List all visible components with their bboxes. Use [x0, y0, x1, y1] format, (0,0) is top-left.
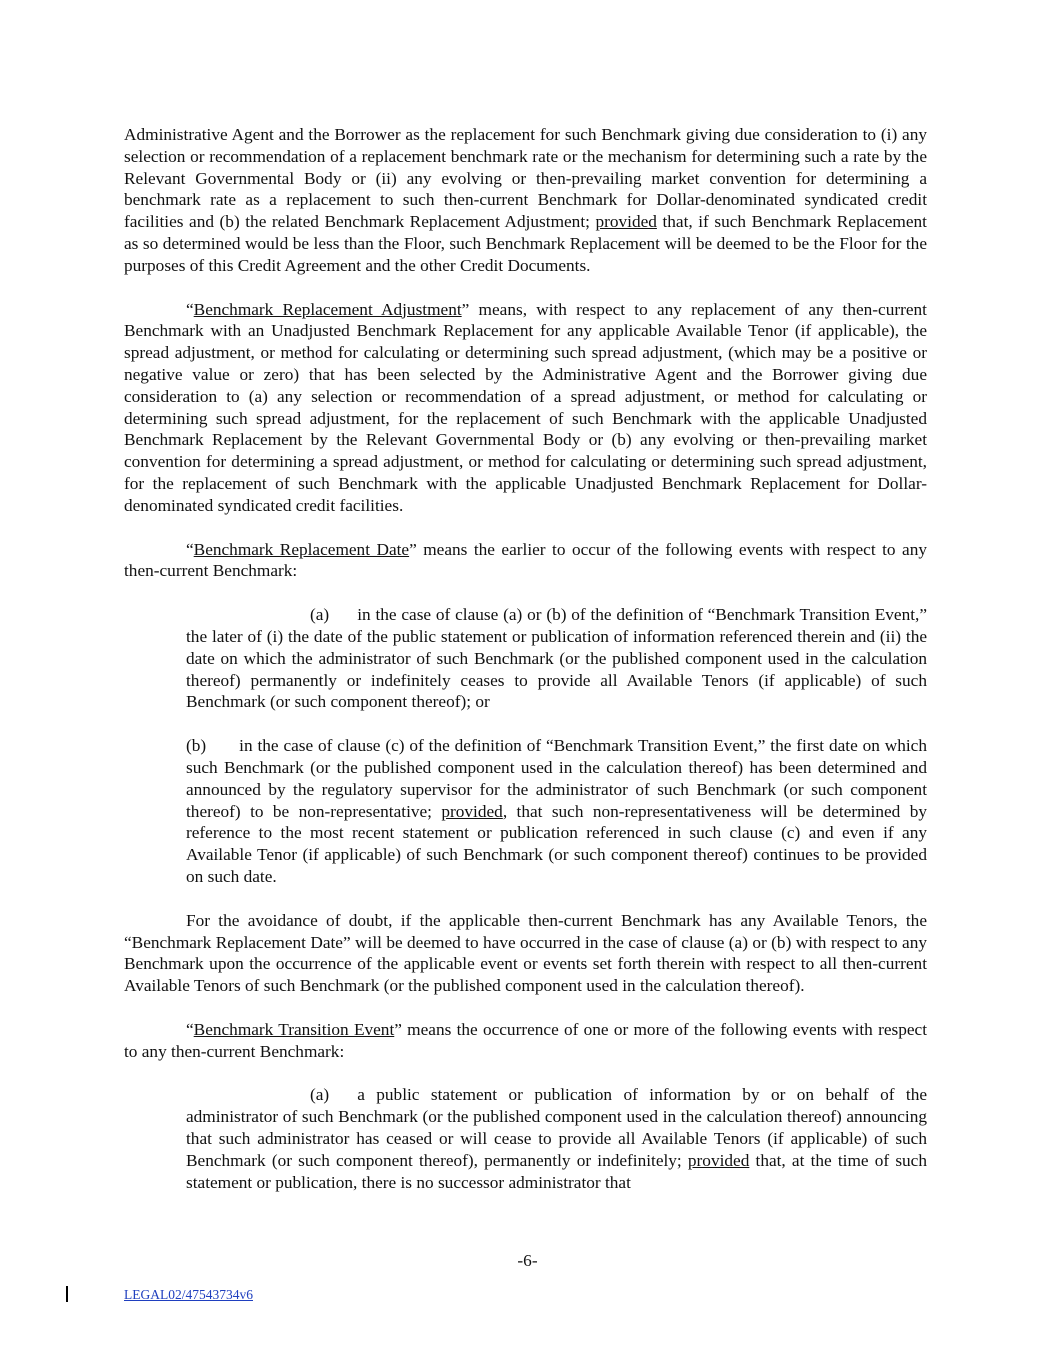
defined-term: Benchmark Transition Event: [193, 1019, 395, 1039]
provided-term: provided: [595, 212, 657, 232]
definition-benchmark-replacement-date: “Benchmark Replacement Date” means the earlier to occur of the following events with respect to any then-current Benchmark:: [124, 539, 927, 581]
page-number: -6-: [517, 1251, 538, 1270]
clause-b-replacement-date: (b) in the case of clause (c) of the definition of “Benchmark Transition Event,” the first date on which such Benchmark (or the published component used in the calculation thereof) has been determined and announced by the regulatory supervisor for the administrator of such Benchmark (or such component thereof) to be non-representative; provided, that such non-representativeness will be determined by reference to the most recent statement or publication referenced in such clause (c) and even if any Available Tenor (if applicable) of such Benchmark (or such component thereof) continues to be provided on such date.: [186, 736, 927, 886]
definition-benchmark-transition-event: “Benchmark Transition Event” means the occurrence of one or more of the following events with respect to any then-current Benchmark:: [124, 1019, 928, 1061]
clause-label: (b): [186, 736, 207, 756]
provided-term: provided: [441, 801, 503, 821]
definition-benchmark-replacement-adjustment: “Benchmark Replacement Adjustment” means, with respect to any replacement of any then-current Benchmark with an Unadjusted Benchmark Replacement for any applicable Available Tenor (if applicable), the spread adjustment, or method for calculating or determining such spread adjustment, (which may be a positive or negative value or zero) that has been selected by the Administrative Agent and the Borrower giving due consideration to (a) any selection or recommendation of a spread adjustment, or method for calculating or determining such spread adjustment, for the replacement of such Benchmark with the applicable Unadjusted Benchmark Replacement by the Relevant Governmental Body or (b) any evolving or then-prevailing market convention for determining a spread adjustment, or method for calculating or determining such spread adjustment, for the replacement of such Benchmark with the applicable Unadjusted Benchmark Replacement for Dollar-denominated syndicated credit facilities.: [124, 299, 927, 515]
defined-term: Benchmark Replacement Date: [193, 539, 410, 559]
provided-term: provided: [687, 1150, 750, 1170]
change-bar: [66, 1286, 68, 1302]
document-id-footer: LEGAL02/47543734v6: [124, 1287, 253, 1302]
clause-a-transition-event: (a) a public statement or publication of information by or on behalf of the administrator of such Benchmark (or the published component used in the calculation thereof) announcing that such administrator has ceased or will cease to provide all Available Tenors (if applicable) of such Benchmark (or such component thereof), permanently or indefinitely; provided that, at the time of such statement or publication, there is no successor administrator that: [186, 1085, 927, 1192]
clause-a-replacement-date: (a) in the case of clause (a) or (b) of the definition of “Benchmark Transition Event,” the later of (i) the date of the public statement or publication of information referenced therein and (ii) the date on which the administrator of such Benchmark (or the published component used in the calculation thereof) permanently or indefinitely ceases to provide all Available Tenors (if applicable) of such Benchmark (or such component thereof); or: [186, 605, 927, 712]
document-page: [124, 124, 927, 1193]
clause-label: (a): [310, 605, 330, 625]
defined-term: Benchmark Replacement Adjustment: [193, 299, 462, 319]
clause-label: (a): [310, 1085, 330, 1105]
paragraph-benchmark-replacement-cont: Administrative Agent and the Borrower as the replacement for such Benchmark giving due consideration to (i) any selection or recommendation of a replacement benchmark rate or the mechanism for determining such a rate by the Relevant Governmental Body or (ii) any evolving or then-prevailing market convention for determining a benchmark rate as a replacement to such then-current Benchmark for Dollar-denominated syndicated credit facilities and (b) the related Benchmark Replacement Adjustment; provided that, if such Benchmark Replacement as so determined would be less than the Floor, such Benchmark Replacement will be deemed to be the Floor for the purposes of this Credit Agreement and the other Credit Documents.: [124, 125, 927, 275]
paragraph-avoidance-of-doubt: For the avoidance of doubt, if the applicable then-current Benchmark has any Available Tenors, the “Benchmark Replacement Date” will be deemed to have occurred in the case of clause (a) or (b) with respect to any Benchmark upon the occurrence of the applicable event or events set forth therein with respect to all then-current Available Tenors of such Benchmark (or the published component used in the calculation thereof).: [124, 910, 927, 996]
